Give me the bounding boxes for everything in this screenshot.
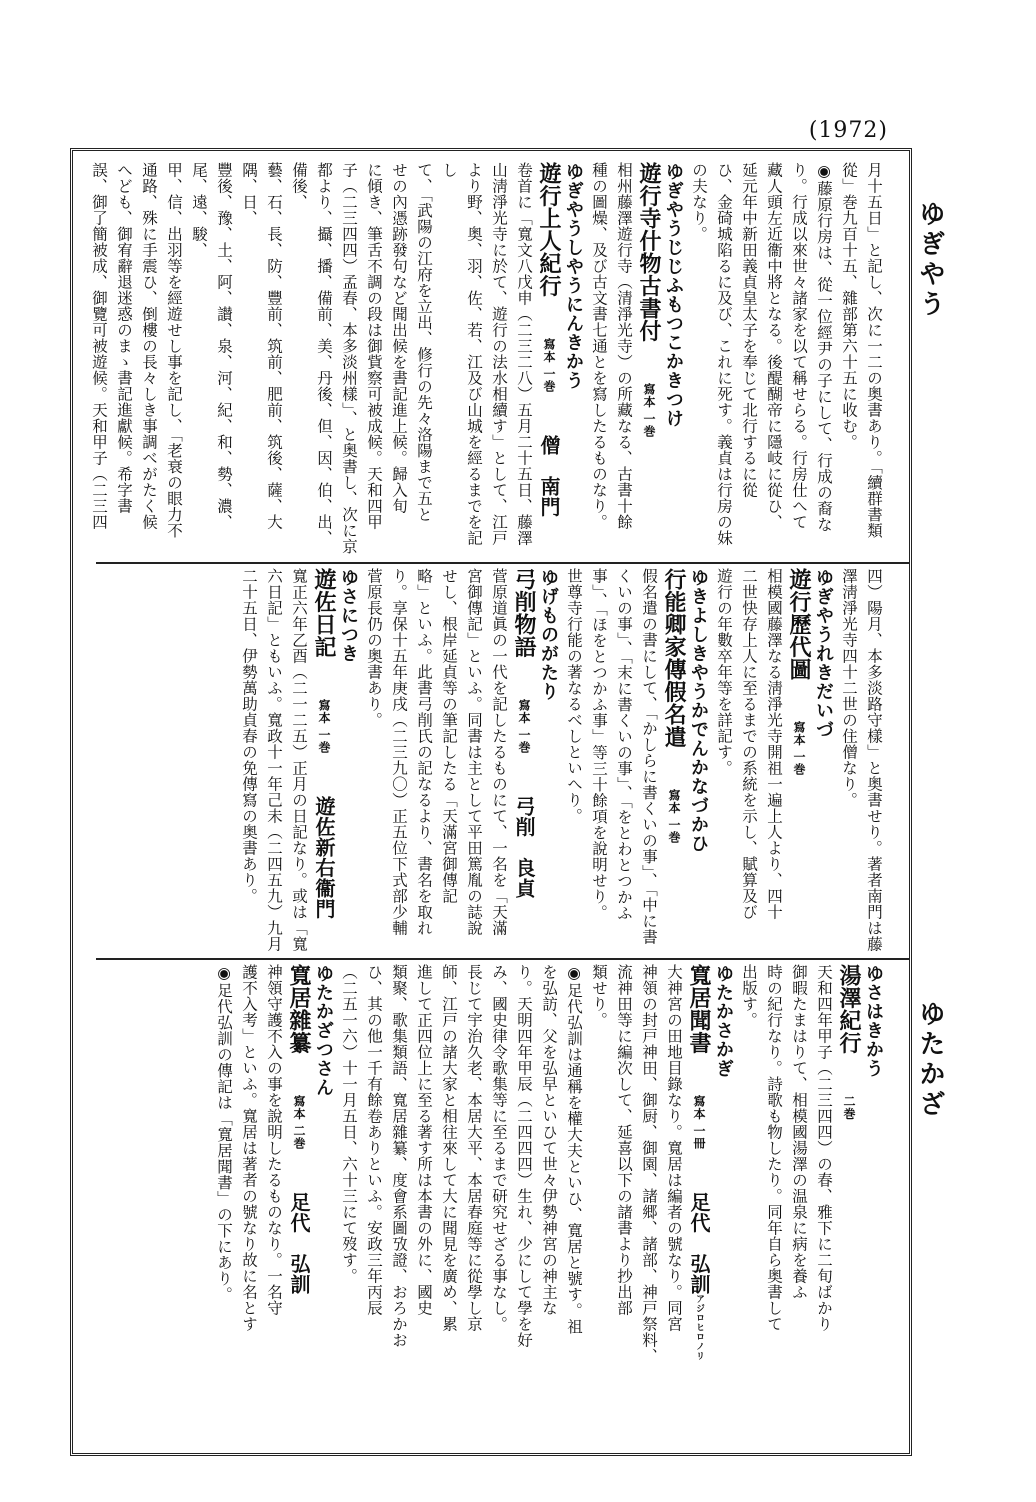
kankyo-author: 足代 弘訓 <box>687 1191 711 1295</box>
yusa-volume: 寫本 一巻 <box>317 698 331 754</box>
yusa-author: 遊佐新右衞門 <box>312 795 336 919</box>
kanazukai-line: 事」、「ほをとつかふ事」等三十餘項を說明せり。 <box>590 568 608 921</box>
yuzawa-volume: 二巻 <box>842 1094 856 1120</box>
kankyo-author-ruby: ヒロノリ <box>694 1322 704 1361</box>
row-3 <box>96 964 886 1450</box>
shonin-kana-heading: ゆぎやうしやうにんきかう <box>563 162 584 390</box>
shonin-line: 豐後、豫、土、阿、讃、泉、河、紀、和、勢、濃、尾、遠、駿、 <box>190 162 233 530</box>
cont2-line: 四）陽月、本多淡路守樣」と奥書せり。著者南門は藤 <box>865 568 883 952</box>
cont1-line: の夫なり。 <box>690 162 708 242</box>
yuge-line: 菅原長仍の奥書あり。 <box>365 568 383 728</box>
cont1-line: 月十五日」と記し、次に一二の奥書あり。「續群書類 <box>865 162 883 539</box>
rekidai-line: 二世快存上人に至るまでの系統を示し、賦算及び <box>740 568 758 920</box>
shonin-line: 誤、御了簡被成、御覽可被遊候。天和甲子（二三四 <box>90 162 108 530</box>
shonin-line: せの內憑跡發句など聞出候を書記進上候。歸入旬 <box>390 162 408 514</box>
yuzawa-title-line <box>836 964 861 1450</box>
kankyo-author-ruby: アジロ <box>694 1294 704 1323</box>
zassan-line: 護不入考」といふ。寬居は著者の號なり故に名とす <box>240 964 258 1332</box>
kanazukai-line: 世尊寺行能の著なるべしといへり。 <box>565 568 583 824</box>
side-header-bottom: ゆたかざ <box>915 1000 945 1120</box>
rekidai-title: 遊行歷代圖 <box>786 568 812 681</box>
shonin-line: 藝、石、長、防、豐前、筑前、肥前、筑後、薩、大隅、日、 <box>240 162 283 530</box>
yusa-line: 六日記」ともいふ。寬政十一年己未（二四五九）九月 <box>265 568 283 952</box>
yuge-author: 弓削 良貞 <box>512 795 536 899</box>
cont1-line: ◉藤原行房は、從一位經尹の子にして、行成の裔な <box>815 162 833 533</box>
shonin-title-line <box>536 162 561 560</box>
yugyoji-line: 相州藤澤遊行寺（清淨光寺）の所藏なる、古書十餘 <box>615 162 633 530</box>
zassan-line: 神領守護不入の事を說明したるものなり。一名守 <box>265 964 283 1316</box>
zassan-line: ◉足代弘訓の傳記は「寬居聞書」の下にあり。 <box>215 964 233 1303</box>
yuge-title-line <box>511 568 536 954</box>
yusa-line: 寬正六年乙酉（二一二五）正月の日記なり。或は「寬 <box>290 568 308 952</box>
cont1-line: 延元年中新田義貞皇太子を奉じて北行するに從 <box>740 162 758 498</box>
yusa-line: 二十五日、伊勢萬助貞春の免傳寫の奥書あり。 <box>240 568 258 904</box>
yuzawa-line: 出版す。 <box>740 964 758 1028</box>
yugyoji-line: 種の圖燥、及び古文書七通とを寫したるものなり。 <box>590 162 608 530</box>
zassan-title-line <box>286 964 311 1450</box>
kankyo-title-line <box>686 964 711 1450</box>
yugyoji-volume: 寫本 一巻 <box>642 382 656 438</box>
shonin-line: へども、御宥辭退迷惑のまゝ書記進獻候。希字書 <box>115 162 133 514</box>
zassan-volume: 寫本 二巻 <box>292 1094 306 1150</box>
kankyo-kana-heading: ゆたかさかぎ <box>713 964 734 1078</box>
kankyo-line: 類せり。 <box>590 964 608 1028</box>
shonin-line: て、「武陽の江府を立出、修行の先々洛陽まで五と <box>415 162 433 523</box>
yuge-title: 弓削物語 <box>511 568 537 658</box>
yugyoji-kana-heading: ゆぎやうじじふもつこかきつけ <box>663 162 684 428</box>
yusa-kana-heading: ゆさにつき <box>338 568 359 663</box>
kankyo-line: 大神宮の田地目錄なり。寬居は編者の號なり。同宮 <box>665 964 683 1332</box>
shonin-author: 僧 南門 <box>537 434 561 517</box>
cont2-line: 澤淸淨光寺四十二世の住僧なり。 <box>840 568 858 808</box>
row-1 <box>90 162 886 560</box>
yuzawa-line: 天和四年甲子（二三四四）の春、雅下に二旬ばかり <box>815 964 833 1332</box>
shonin-line: 山淸淨光寺に於て、遊行の法水相續す」として、江戸 <box>490 162 508 546</box>
kanazukai-title: 行能卿家傳假名遣 <box>661 568 687 748</box>
yuge-line: せし、根岸延貞等の筆記したる「天滿宮御傳記 <box>440 568 458 904</box>
shonin-line: に傾き、筆舌不調の段は御貲察可被成候。天和四甲 <box>365 162 383 530</box>
page-number: (1972) <box>808 118 888 143</box>
kanazukai-title-line <box>661 568 686 954</box>
kanazukai-line: くいの事」、「末に書くいの事」、「をとわとつかふ <box>615 568 633 921</box>
yusa-title-line <box>311 568 336 954</box>
zassan-author: 足代 弘訓 <box>287 1191 311 1295</box>
kankyo-line: ひ、其の他一千有餘卷ありといふ。安政三年丙辰 <box>365 964 383 1316</box>
yuzawa-line: 時の紀行なり。詩歌も物したり。同年自ら奥書して <box>765 964 783 1332</box>
kankyo-line: を弘訪、父を弘早といひて世々伊勢神宮の神主な <box>540 964 558 1316</box>
kankyo-line: ◉足代弘訓は通稱を權大夫といひ、寬居と號す。祖 <box>565 964 583 1335</box>
zassan-title: 寬居雜纂 <box>286 964 312 1054</box>
rekidai-title-line <box>786 568 811 954</box>
shonin-line: 甲、信、出羽等を經遊せし事を記し、「老衰の眼力不 <box>165 162 183 539</box>
shonin-line: 卷首に「寬文八戊申（二三二八）五月二十五日、藤澤 <box>515 162 533 546</box>
shonin-line: 子（二三四四）孟春、本多淡州樣」、と奥書し、次に京 <box>340 162 358 555</box>
yuzawa-line: 御暇たまはりて、相模國湯澤の温泉に病を養ふ <box>790 964 808 1300</box>
cont1-line: ひ、金碕城陷るに及び、これに死す。義貞は行房の妹 <box>715 162 733 546</box>
rekidai-volume: 寫本 一巻 <box>792 721 806 776</box>
shonin-volume: 寫本 一巻 <box>542 337 556 393</box>
kankyo-line: （二五一六）十一月五日、六十三にて歿す。 <box>340 964 358 1284</box>
row-divider-1 <box>96 562 910 564</box>
kankyo-line: 神領の封戸神田、御厨、御園、諸郷、諸部、神戸祭料、 <box>640 964 658 1364</box>
zassan-kana-heading: ゆたかざつさん <box>313 964 334 1097</box>
yugyoji-title: 遊行寺什物古書付 <box>636 162 662 342</box>
kankyo-line: 進して正四位上に至る著す所は本書の外に、國史 <box>415 964 433 1316</box>
rekidai-line: 相模國藤澤なる淸淨光寺開祖一遍上人より、四十 <box>765 568 783 920</box>
yuge-line: 宮御傳記」といふ。同書は主として平田篤胤の誌說 <box>465 568 483 936</box>
shonin-title: 遊行上人紀行 <box>536 162 562 297</box>
shonin-line: 通路、殊に手震ひ、倒樓の長々しき事調べがたく候 <box>140 162 158 530</box>
side-header-top: ゆぎやう <box>915 200 945 320</box>
kankyo-line: り。天明四年甲辰（二四四四）生れ、少にして學を好 <box>515 964 533 1348</box>
yusa-title: 遊佐日記 <box>311 568 337 658</box>
kankyo-line: み、國史律令歌集等に至るまで研究せざる事なし。 <box>490 964 508 1332</box>
shonin-line: より野、奥、羽、佐、若、江及び山城を經るまでを記し <box>440 162 483 546</box>
yuge-line: 菅原道眞の一代を記したるものにて、一名を「天滿 <box>490 568 508 936</box>
kanazukai-kana-heading: ゆきよしきやうかでんかなづかひ <box>688 568 709 853</box>
kankyo-title: 寬居聞書 <box>686 964 712 1054</box>
kankyo-line: 長じて宇治久老、本居大平、本居春庭等に從學し京 <box>465 964 483 1332</box>
yuge-volume: 寫本 一巻 <box>517 698 531 754</box>
yuzawa-title: 湯澤紀行 <box>836 964 862 1054</box>
cont1-line: り。行成以來世々諸家を以て稱せらる。行房仕へて <box>790 162 808 530</box>
kankyo-line: 流神田等に編次して、延喜以下の諸書より抄出部 <box>615 964 633 1316</box>
kanazukai-line: 假名遣の書にして、「かしらに書くいの事」、「中に書 <box>640 568 658 945</box>
yuzawa-kana-heading: ゆさはきかう <box>863 964 884 1078</box>
kankyo-line: 類聚、歌集類語、寬居雜纂、度會系圖攷證、おろかお <box>390 964 408 1348</box>
cont1-line: 藏人頭左近衞中將となる。後醍醐帝に隱岐に從ひ、 <box>765 162 783 530</box>
yugyoji-title-line <box>636 162 661 560</box>
rekidai-kana-heading: ゆぎやうれきだいづ <box>813 568 834 739</box>
yuge-line: 略」といふ。此書弓削氏の記なるより、書名を取れ <box>415 568 433 936</box>
cont1-line: 從」巻九百十五、雜部第六十五に收む。 <box>840 162 858 450</box>
kanazukai-volume: 寫本 一巻 <box>667 788 681 844</box>
row-2 <box>96 568 886 954</box>
yuge-line: り。享保十五年庚戌（二三九〇）正五位下式部少輔 <box>390 568 408 936</box>
rekidai-line: 遊行の年數卒年等を詳記す。 <box>715 568 733 776</box>
shonin-line: 都より、攝、播、備前、美、丹後、但、因、伯、出、備後、 <box>290 162 333 546</box>
kankyo-volume: 寫本 一冊 <box>692 1094 706 1150</box>
row-divider-2 <box>96 958 910 960</box>
kankyo-line: 師、江戸の諸大家と相往來して大に聞見を廣め、累 <box>440 964 458 1332</box>
yuge-kana-heading: ゆげものがたり <box>538 568 559 701</box>
